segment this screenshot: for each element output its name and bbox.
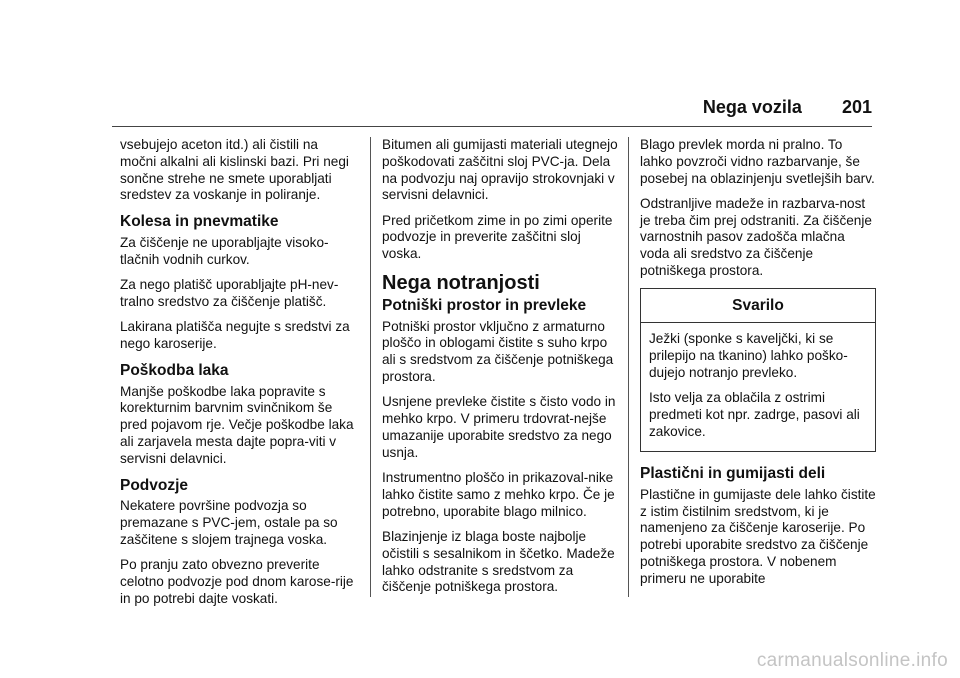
header-rule	[112, 126, 872, 127]
paragraph: vsebujejo aceton itd.) ali čistili na močni alkalni ali kislinski bazi. Pri negi sončne strehe ne smete uporabljati sredstev za voskanje in poliranje.	[120, 137, 349, 203]
section-heading: Plastični in gumijasti deli	[640, 464, 826, 482]
paragraph: Ježki (sponke s kaveljčki, ki se prilepijo na tkanino) lahko poško-dujejo notranjo prevleko.	[649, 331, 848, 380]
warning-body	[641, 323, 875, 451]
column-divider	[370, 137, 371, 597]
watermark: carmanualsonline.info	[756, 650, 948, 671]
paragraph: Za čiščenje ne uporabljajte visoko-tlačnih vodnih curkov.	[120, 234, 329, 267]
paragraph: Odstranljive madeže in razbarva-nost je treba čim prej odstraniti. Za čiščenje varnostnih pasov zadošča mlačna voda ali sredstvo za čiščenje potniškega prostora.	[640, 195, 872, 279]
page-header	[703, 97, 872, 118]
column-left	[120, 137, 356, 616]
paragraph: Lakirana platišča negujte s sredstvi za nego karoserije.	[120, 319, 350, 351]
section-heading: Potniški prostor in prevleke	[382, 296, 587, 314]
column-middle	[382, 137, 618, 605]
paragraph: Potniški prostor vključno z armaturno ploščo in oblogami čistite s suho krpo ali s sredstvom za čiščenje potniškega prostora.	[382, 318, 614, 385]
paragraph: Instrumentno ploščo in prikazoval-nike lahko čistite samo z mehko krpo. Če je potrebno, uporabite blago milnico.	[382, 470, 615, 519]
column-divider	[628, 137, 629, 597]
paragraph: Manjše poškodbe laka popravite s korekturnim barvnim svinčnikom še pred pojavom rje. Večje poškodbe laka ali zarjavela mesta dajte popra-viti v servisni delavnici.	[120, 383, 354, 466]
paragraph: Blazinjenje iz blaga boste najbolje očistili s sesalnikom in ščetko. Madeže lahko odstranite s sredstvom za čiščenje potniškega prostora.	[382, 528, 615, 595]
paragraph: Pred pričetkom zime in po zimi operite podvozje in preverite zaščitni sloj voska.	[382, 212, 613, 262]
section-title: Nega vozila	[702, 97, 802, 117]
page-number: 201	[841, 97, 872, 117]
paragraph: Blago prevlek morda ni pralno. To lahko povzroči vidno razbarvanje, še posebej na oblazinjenju svetlejših barv.	[640, 137, 875, 186]
paragraph: Usnjene prevleke čistite s čisto vodo in mehko krpo. V primeru trdovrat-nejše umazanije uporabite sredstvo za nego usnja.	[382, 394, 616, 460]
paragraph: Nekatere površine podvozja so premazane s PVC-jem, ostale pa so zaščitene s slojem trajnega voska.	[120, 498, 338, 547]
section-heading: Kolesa in pnevmatike	[120, 213, 279, 231]
paragraph: Isto velja za oblačila z ostrimi predmeti kot npr. zadrge, pasovi ali zakovice.	[649, 390, 860, 439]
paragraph: Plastične in gumijaste dele lahko čistite z istim čistilnim sredstvom, ki je namenjeno za čiščenje karoserije. Po potrebi uporabite sredstvo za čiščenje potniškega prostora. V nobenem primeru ne uporabite	[640, 486, 876, 586]
column-right	[640, 137, 876, 596]
warning-title: Svarilo	[641, 289, 875, 323]
warning-box	[640, 288, 876, 452]
paragraph: Bitumen ali gumijasti materiali utegnejo poškodovati zaščitni sloj PVC-ja. Dela na podvozju naj opravijo strokovnjaki v servisni delavnici.	[382, 137, 618, 203]
paragraph: Po pranju zato obvezno preverite celotno podvozje pod dnom karose-rije in po potrebi dajte voskati.	[120, 557, 354, 606]
section-heading: Podvozje	[120, 476, 189, 494]
section-heading: Poškodba laka	[120, 361, 229, 379]
chapter-heading: Nega notranjosti	[382, 272, 540, 295]
paragraph: Za nego platišč uporabljajte pH-nev-tralno sredstvo za čiščenje platišč.	[120, 277, 339, 309]
